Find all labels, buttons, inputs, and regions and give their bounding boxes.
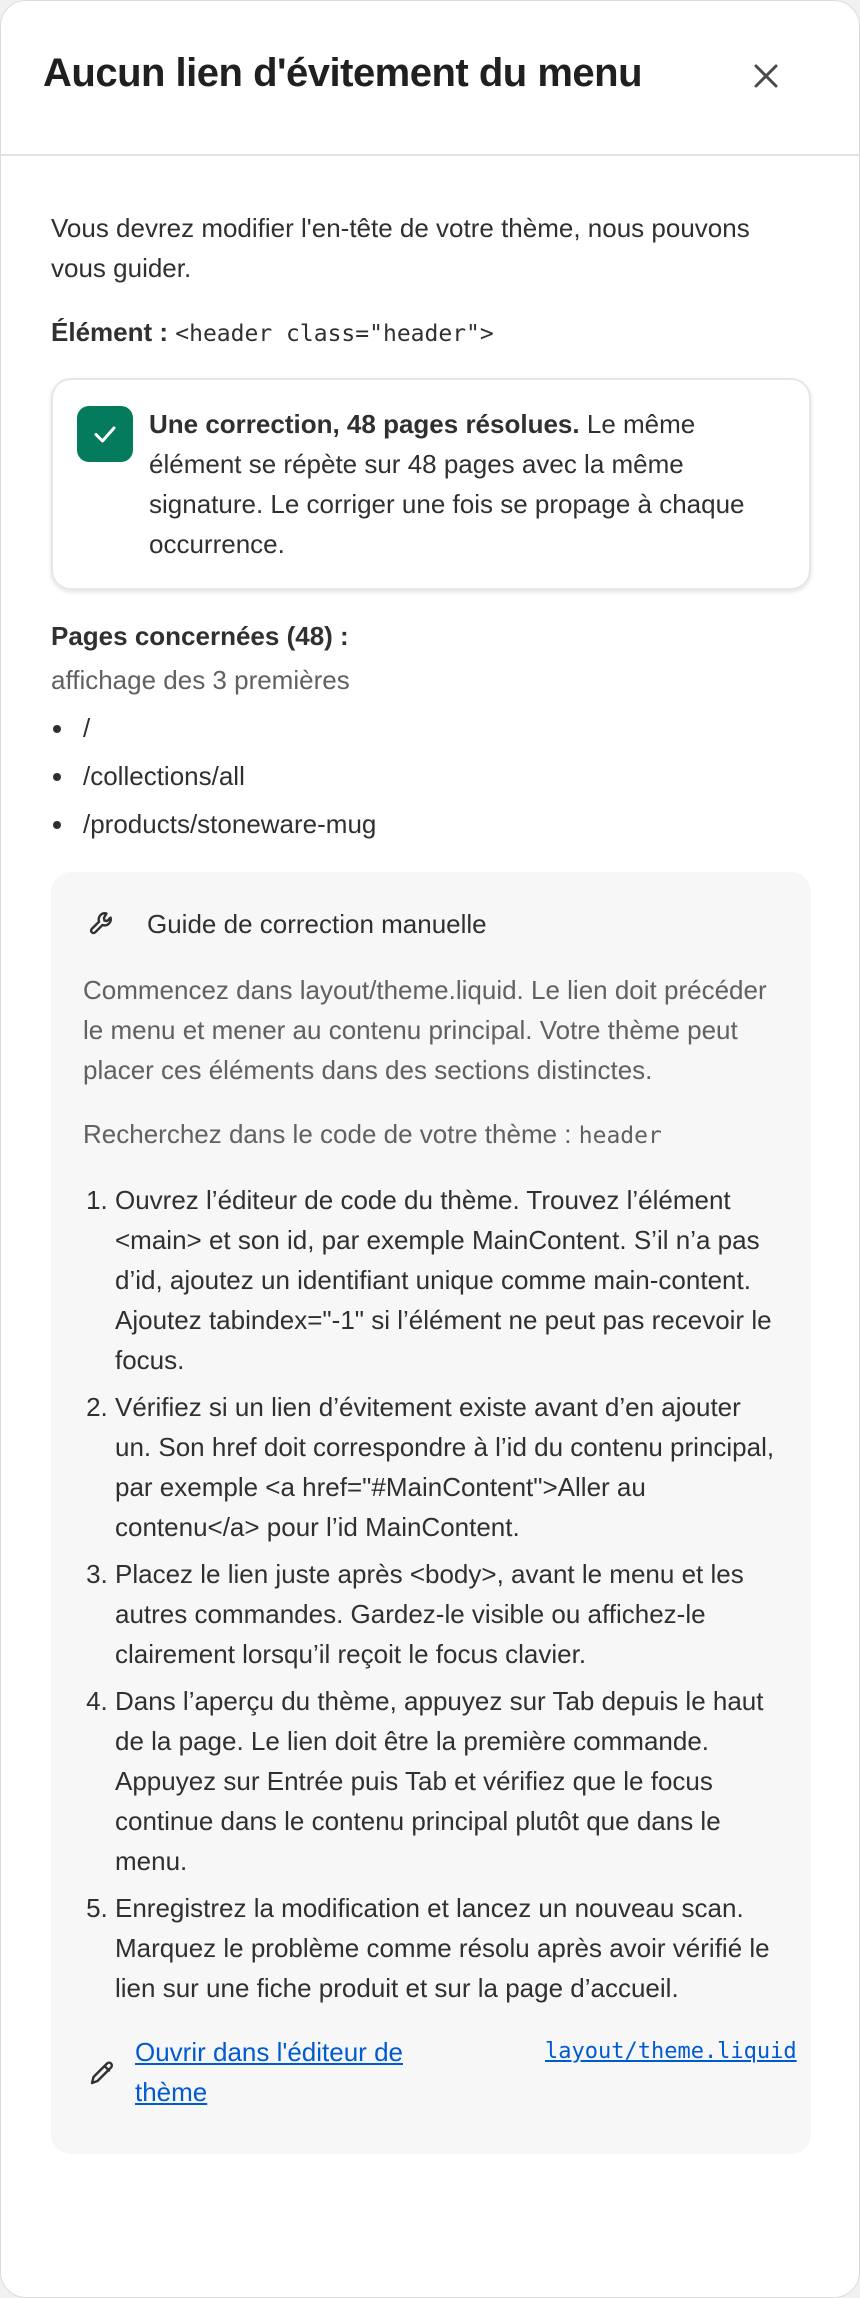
guide-search-hint bbox=[83, 1114, 779, 1156]
step-item: 3. Placez le lien juste après <body>, avant le menu et les autres commandes. Gardez-le visible ou affichez-le clairement lorsqu’il reçoit le focus clavier. bbox=[115, 1554, 779, 1674]
theme-file-link[interactable]: layout/theme.liquid bbox=[545, 2039, 797, 2064]
dialog-body bbox=[1, 208, 859, 2154]
step-item: 4. Dans l’aperçu du thème, appuyez sur Tab depuis le haut de la page. Le lien doit être la première commande. Appuyez sur Entrée puis Tab et vérifiez que le focus continue dans le contenu principal plutôt que dans le menu. bbox=[115, 1681, 779, 1881]
dialog-header bbox=[1, 1, 859, 156]
step-item: 5. Enregistrez la modification et lancez un nouveau scan. Marquez le problème comme résolu après avoir vérifié le lien sur une fiche produit et sur la page d’accueil. bbox=[115, 1888, 779, 2008]
open-theme-editor-link[interactable]: Ouvrir dans l'éditeur de thème bbox=[135, 2037, 403, 2107]
guide-header bbox=[83, 904, 779, 944]
close-button[interactable] bbox=[741, 51, 791, 101]
intro-text: Vous devrez modifier l'en-tête de votre thème, nous pouvons vous guider. bbox=[51, 213, 750, 283]
wrench-icon bbox=[87, 909, 117, 939]
callout-title: Une correction, 48 pages résolues. bbox=[149, 409, 580, 439]
element-label: Élément : bbox=[51, 317, 169, 347]
element-code: <header class="header"> bbox=[175, 321, 494, 347]
success-callout bbox=[51, 378, 811, 590]
list-item: /products/stoneware-mug bbox=[51, 800, 809, 848]
pencil-icon bbox=[87, 2058, 117, 2088]
manual-fix-guide bbox=[51, 872, 811, 2154]
close-icon bbox=[752, 62, 780, 90]
affected-pages-subheading: affichage des 3 premières bbox=[51, 665, 350, 695]
search-label: Recherchez dans le code de votre thème : bbox=[83, 1119, 572, 1149]
fix-steps bbox=[83, 1180, 779, 2008]
check-badge bbox=[77, 406, 133, 462]
affected-pages-heading: Pages concernées (48) : bbox=[51, 621, 349, 651]
guide-links bbox=[83, 2032, 797, 2116]
checkmark-icon bbox=[90, 419, 120, 449]
callout-text: Le même élément se répète sur 48 pages avec la même signature. Le corriger une fois se propage à chaque occurrence. bbox=[149, 409, 745, 559]
search-term: header bbox=[578, 1123, 662, 1149]
affected-pages-list bbox=[51, 704, 809, 848]
step-item: 1. Ouvrez l’éditeur de code du thème. Trouvez l’élément <main> et son id, par exemple MainContent. S’il n’a pas d’id, ajoutez un identifiant unique comme main-content. Ajoutez tabindex="-1" si l’élément ne peut pas recevoir le focus. bbox=[115, 1180, 779, 1380]
step-item: 2. Vérifiez si un lien d’évitement existe avant d’en ajouter un. Son href doit correspondre à l’id du contenu principal, par exemple <a href="#MainContent">Aller au contenu</a> pour l’id MainContent. bbox=[115, 1387, 779, 1547]
element-line bbox=[51, 312, 809, 354]
dialog-title: Aucun lien d'évitement du menu bbox=[43, 51, 643, 95]
list-item: /collections/all bbox=[51, 752, 809, 800]
list-item: / bbox=[51, 704, 809, 752]
guide-title: Guide de correction manuelle bbox=[147, 908, 487, 939]
guide-intro: Commencez dans layout/theme.liquid. Le lien doit précéder le menu et mener au contenu principal. Votre thème peut placer ces éléments dans des sections distinctes. bbox=[83, 975, 767, 1085]
